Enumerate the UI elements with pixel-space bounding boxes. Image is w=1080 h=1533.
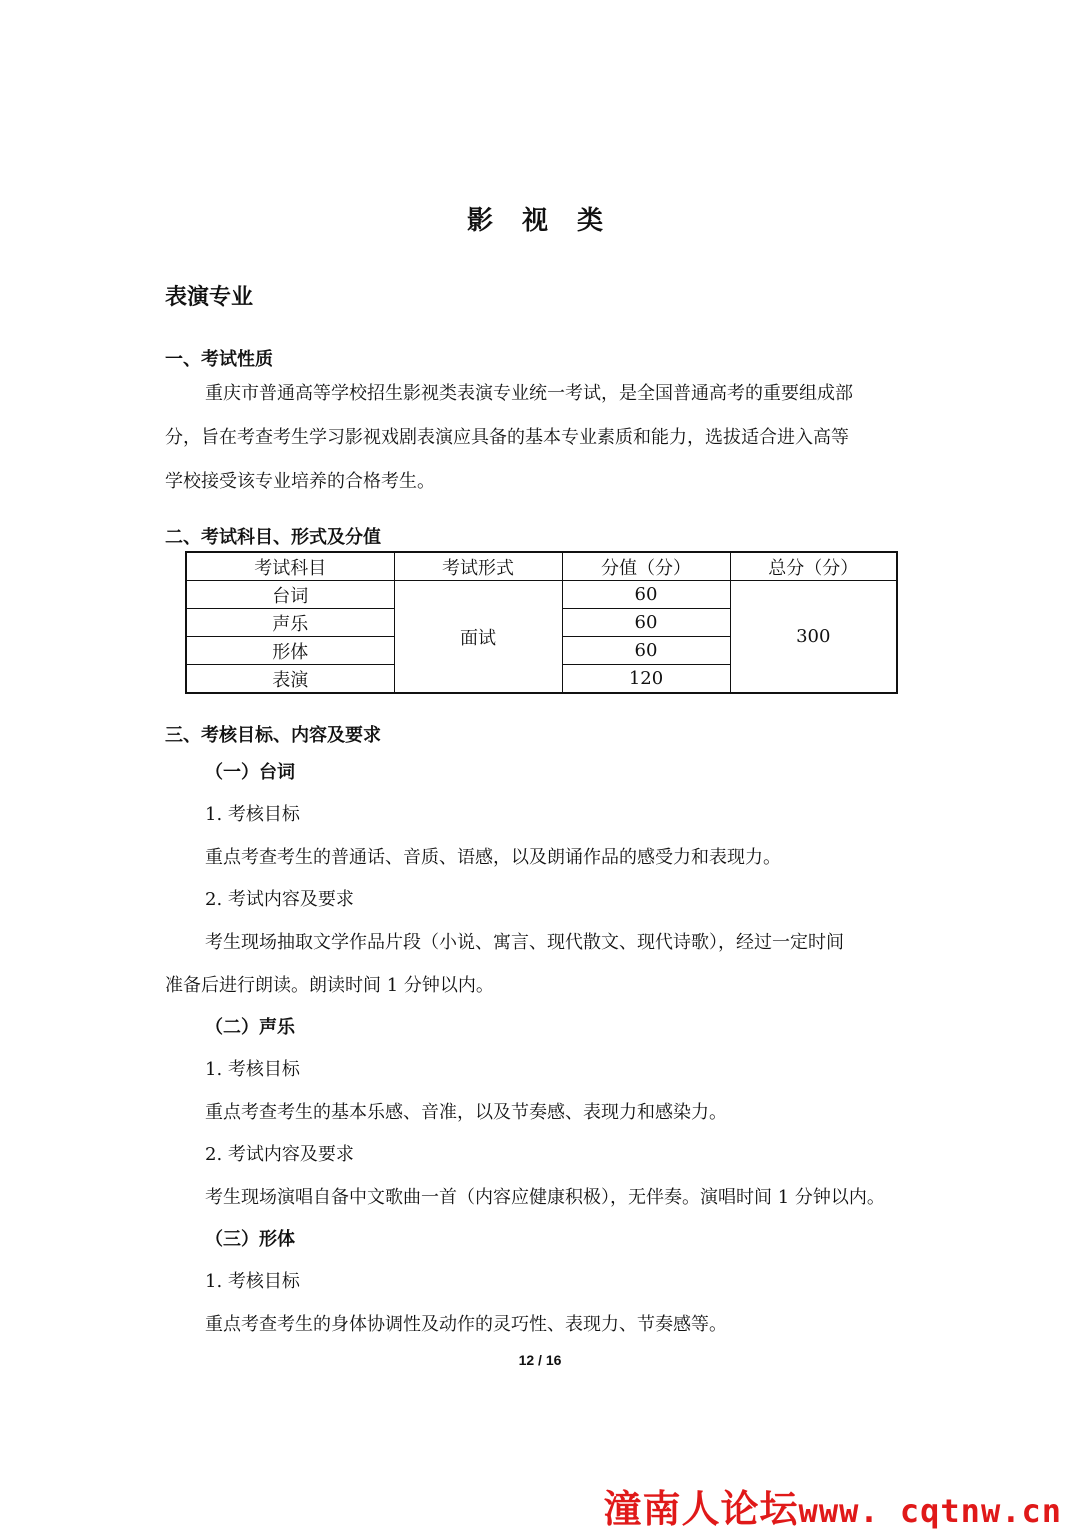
section2-heading: 二、考试科目、形式及分值: [165, 527, 381, 548]
sub2-req-text: 考生现场演唱自备中文歌曲一首（内容应健康积极），无伴奏。演唱时间 1 分钟以内。: [205, 1187, 885, 1208]
section3-heading: 三、考核目标、内容及要求: [165, 725, 381, 746]
watermark: [604, 1478, 1062, 1533]
page-number: 12 / 16: [518, 1352, 562, 1368]
subject-cell: 声乐: [186, 609, 394, 637]
section1-line-3: 学校接受该专业培养的合格考生。: [165, 471, 435, 492]
score-cell: 60: [562, 581, 730, 609]
sub1-req-label: 2. 考试内容及要求: [205, 889, 354, 910]
sub2-goal-label: 1. 考核目标: [205, 1059, 300, 1080]
table-header-form: 考试形式: [394, 552, 562, 581]
section1-line-1: 重庆市普通高等学校招生影视类表演专业统一考试，是全国普通高考的重要组成部: [205, 383, 853, 404]
major-title: 表演专业: [165, 285, 254, 310]
section1-line-2: 分，旨在考查考生学习影视戏剧表演应具备的基本专业素质和能力，选拔适合进入高等: [165, 427, 849, 448]
sub2-heading: （二）声乐: [205, 1017, 295, 1038]
table-row: [186, 581, 897, 609]
watermark-url: www. cqtnw.cn: [798, 1492, 1062, 1530]
subject-cell: 台词: [186, 581, 394, 609]
page-title: 影 视 类: [466, 206, 614, 236]
table-header-row: [186, 552, 897, 581]
subject-cell: 表演: [186, 665, 394, 694]
sub3-heading: （三）形体: [205, 1229, 295, 1250]
sub3-goal-text: 重点考查考生的身体协调性及动作的灵巧性、表现力、节奏感等。: [205, 1314, 727, 1335]
sub2-req-label: 2. 考试内容及要求: [205, 1144, 354, 1165]
score-cell: 120: [562, 665, 730, 694]
watermark-name: 潼南人论坛: [603, 1487, 799, 1531]
subject-cell: 形体: [186, 637, 394, 665]
sub1-req-line-2: 准备后进行朗读。朗读时间 1 分钟以内。: [165, 975, 494, 996]
sub2-goal-text: 重点考查考生的基本乐感、音准，以及节奏感、表现力和感染力。: [205, 1102, 727, 1123]
score-table: [185, 551, 898, 694]
table-header-score: 分值（分）: [562, 552, 730, 581]
score-cell: 60: [562, 637, 730, 665]
section1-heading: 一、考试性质: [165, 349, 273, 370]
sub1-heading: （一）台词: [205, 762, 295, 783]
table-header-subject: 考试科目: [186, 552, 394, 581]
score-cell: 60: [562, 609, 730, 637]
form-cell: 面试: [394, 581, 562, 694]
table-header-total: 总分（分）: [730, 552, 897, 581]
sub1-goal-text: 重点考查考生的普通话、音质、语感，以及朗诵作品的感受力和表现力。: [205, 847, 781, 868]
sub1-goal-label: 1. 考核目标: [205, 804, 300, 825]
total-cell: 300: [730, 581, 897, 694]
sub1-req-line-1: 考生现场抽取文学作品片段（小说、寓言、现代散文、现代诗歌），经过一定时间: [205, 932, 844, 953]
sub3-goal-label: 1. 考核目标: [205, 1271, 300, 1292]
